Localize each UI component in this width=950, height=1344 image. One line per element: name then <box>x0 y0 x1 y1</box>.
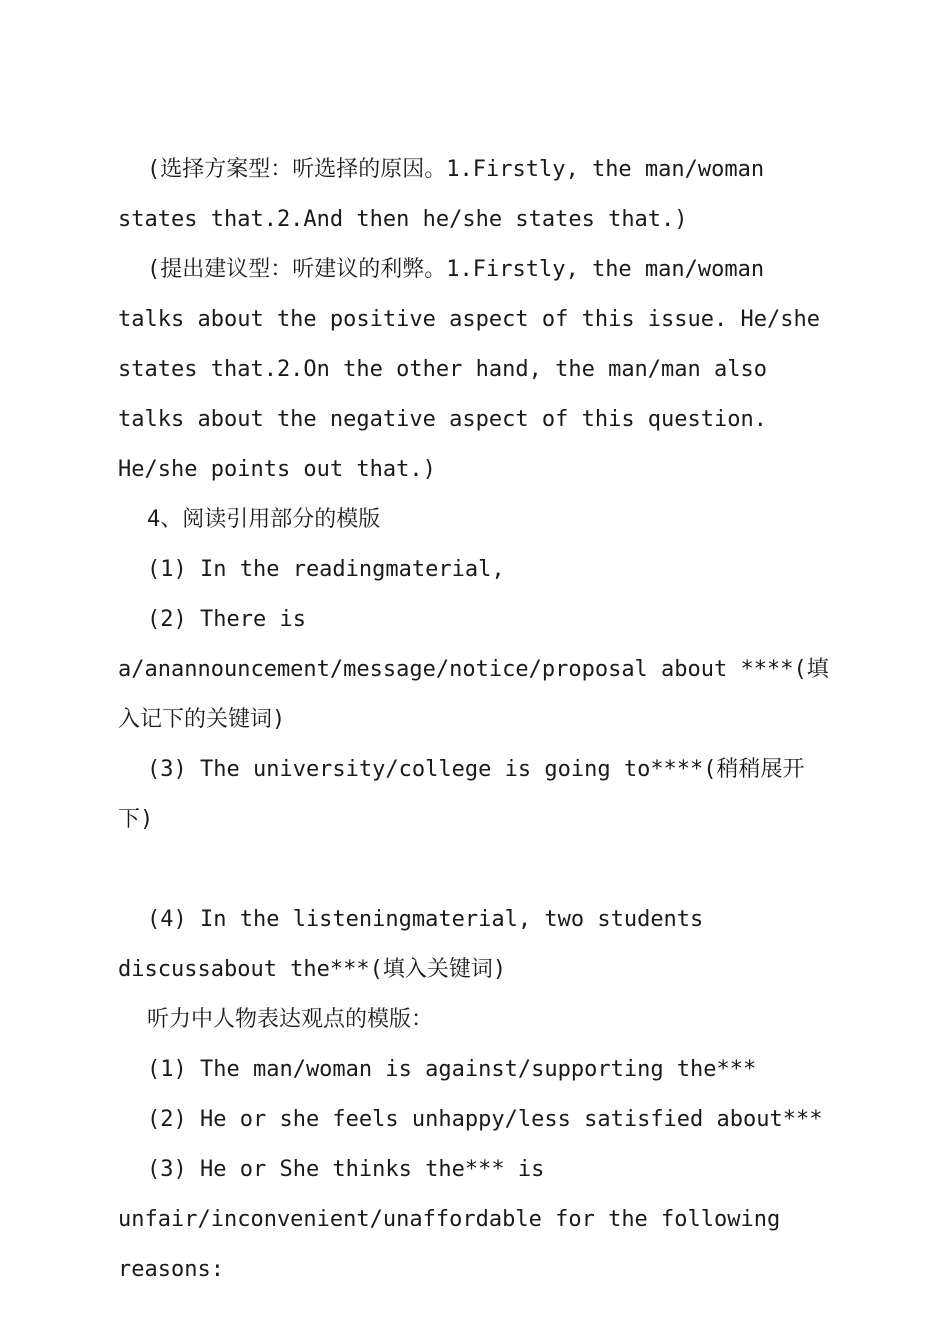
opinion-line-3: (3) He or She thinks the*** is unfair/inconvenient/unaffordable for the following reasons: <box>118 1157 794 1282</box>
opinion-line-1: (1) The man/woman is against/supporting the*** <box>147 1057 757 1082</box>
heading-reading-template: 4、阅读引用部分的模版 <box>147 507 381 532</box>
template-line-1: (1) In the readingmaterial, <box>147 557 505 582</box>
template-line-4: (4) In the listeningmaterial, two students discussabout the***(填入关键词) <box>118 907 717 982</box>
paragraph-choice-type: (选择方案型：听选择的原因。1.Firstly, the man/woman states that.2.And then he/she states that.) <box>118 157 778 232</box>
document-body <box>118 145 838 1295</box>
template-line-3: (3) The university/college is going to****(稍稍展开下) <box>118 757 805 832</box>
blank-line <box>118 845 838 895</box>
template-line-2: (2) There is a/anannouncement/message/notice/proposal about ****(填入记下的关键词) <box>118 607 829 732</box>
paragraph-suggestion-type: (提出建议型：听建议的利弊。1.Firstly, the man/woman talks about the positive aspect of this issue. He/she states that.2.On the other hand, the man/man also talks about the negative aspect of this question. He/she points out that.) <box>118 257 834 482</box>
heading-listening-template: 听力中人物表达观点的模版： <box>147 1007 434 1032</box>
opinion-line-2: (2) He or she feels unhappy/less satisfied about*** <box>147 1107 823 1132</box>
